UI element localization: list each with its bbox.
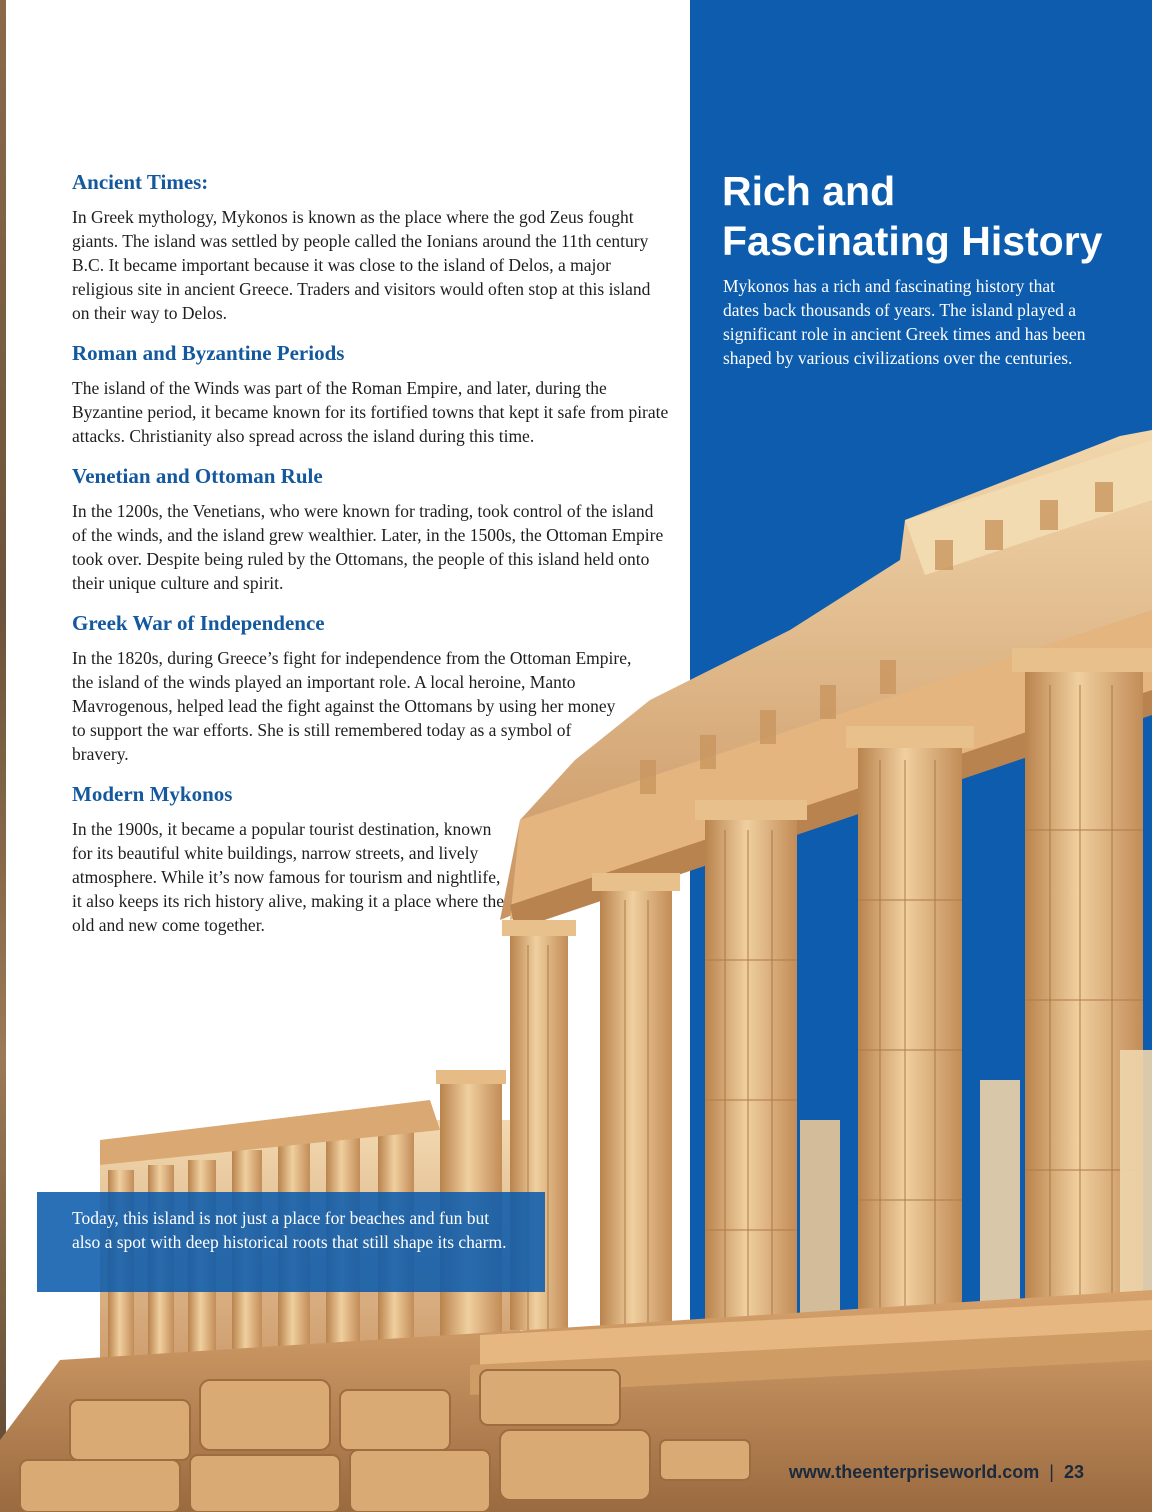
- section-war-of-independence: [72, 609, 672, 766]
- section-title: Roman and Byzantine Periods: [72, 341, 345, 365]
- panel-title-line2: Fascinating History: [722, 218, 1103, 264]
- section-ancient-times: [72, 168, 672, 325]
- callout-text: Today, this island is not just a place for beaches and fun but also a spot with deep historical roots that still shape its charm.: [72, 1208, 507, 1252]
- callout-box: [37, 1192, 545, 1292]
- panel-intro: Mykonos has a rich and fascinating history that dates back thousands of years. The island played a significant role in ancient Greek times and has been shaped by various civilizations over the centuries.: [723, 276, 1086, 368]
- panel-title-line1: Rich and: [722, 168, 896, 214]
- section-roman-byzantine: [72, 339, 672, 448]
- article-body: [72, 168, 672, 951]
- section-text: In the 1820s, during Greece’s fight for independence from the Ottoman Empire, the island of the winds played an important role. A local heroine, Manto Mavrogenous, helped lead the fight against the Ottomans by using her money to support the war efforts. She is still remembered today as a symbol of bravery.: [72, 648, 632, 764]
- section-text: In the 1200s, the Venetians, who were known for trading, took control of the island of the winds, and the island grew wealthier. Later, in the 1500s, the Ottoman Empire took over. Despite being ruled by the Ottomans, the people of this island held onto their unique culture and spirit.: [72, 501, 664, 593]
- section-title: Venetian and Ottoman Rule: [72, 464, 323, 488]
- footer-website[interactable]: www.theenterpriseworld.com: [788, 1462, 1040, 1482]
- section-modern-mykonos: [72, 780, 672, 937]
- section-text: In Greek mythology, Mykonos is known as the place where the god Zeus fought giants. The island was settled by people called the Ionians around the 11th century B.C. It became important because it was close to the island of Delos, a major religious site in ancient Greece. Traders and visitors would often stop at this island on their way to Delos.: [72, 207, 651, 323]
- section-text: The island of the Winds was part of the Roman Empire, and later, during the Byzantine period, it became known for its fortified towns that kept it safe from pirate attacks. Christianity also spread across the island during this time.: [72, 378, 669, 446]
- section-title: Ancient Times:: [72, 170, 209, 194]
- page-number: 23: [1063, 1462, 1084, 1482]
- section-text: In the 1900s, it became a popular tourist destination, known for its beautiful white buildings, narrow streets, and lively atmosphere. While it’s now famous for tourism and nightlife, it also keeps its rich history alive, making it a place where the old and new come together.: [72, 819, 505, 935]
- footer-separator: |: [1049, 1462, 1054, 1482]
- section-venetian-ottoman: [72, 462, 672, 595]
- section-title: Modern Mykonos: [72, 782, 233, 806]
- section-title: Greek War of Independence: [72, 611, 325, 635]
- panel-title: [722, 166, 1142, 266]
- page-footer: [789, 1462, 1084, 1483]
